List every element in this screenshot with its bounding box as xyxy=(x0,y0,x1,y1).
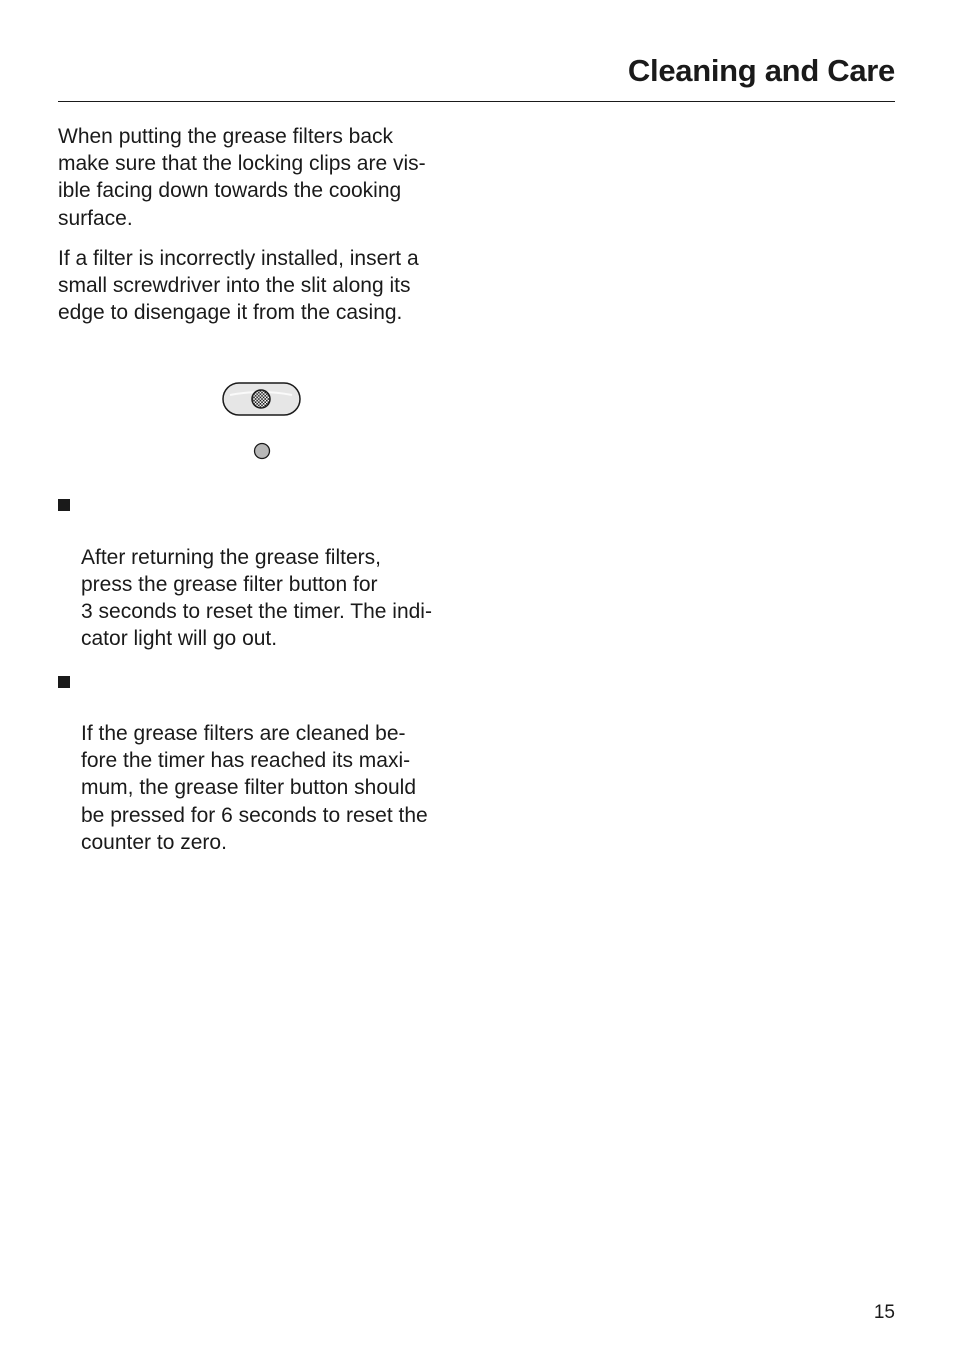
square-bullet-icon xyxy=(58,676,70,688)
list-item xyxy=(58,666,468,856)
header-rule xyxy=(58,101,895,102)
square-bullet-icon xyxy=(58,499,70,511)
button-illustration xyxy=(58,339,468,489)
button-illustration-svg xyxy=(58,339,468,489)
content-column xyxy=(58,123,468,869)
list-item-text: If the grease filters are cleaned be- fore the timer has reached its maxi- mum, the grease filter button should be pressed for 6 seconds to reset the counter to zero. xyxy=(81,722,428,854)
list-item-text: After returning the grease filters, press the grease filter button for 3 seconds to reset the timer. The indi- cator light will go out. xyxy=(81,545,432,651)
instruction-list xyxy=(58,489,468,856)
list-item xyxy=(58,489,468,652)
page-title: Cleaning and Care xyxy=(627,53,895,88)
paragraph-reinstall: When putting the grease filters back make sure that the locking clips are vis- ible facing down towards the cooking surface. xyxy=(58,125,426,230)
grease-filter-button[interactable] xyxy=(223,383,300,415)
page-number: 15 xyxy=(873,1302,895,1323)
paragraph-incorrect-install: If a filter is incorrectly installed, insert a small screwdriver into the slit along its edge to disengage it from the casing. xyxy=(58,246,419,325)
grease-filter-icon xyxy=(252,390,270,408)
indicator-light-icon xyxy=(255,444,270,459)
